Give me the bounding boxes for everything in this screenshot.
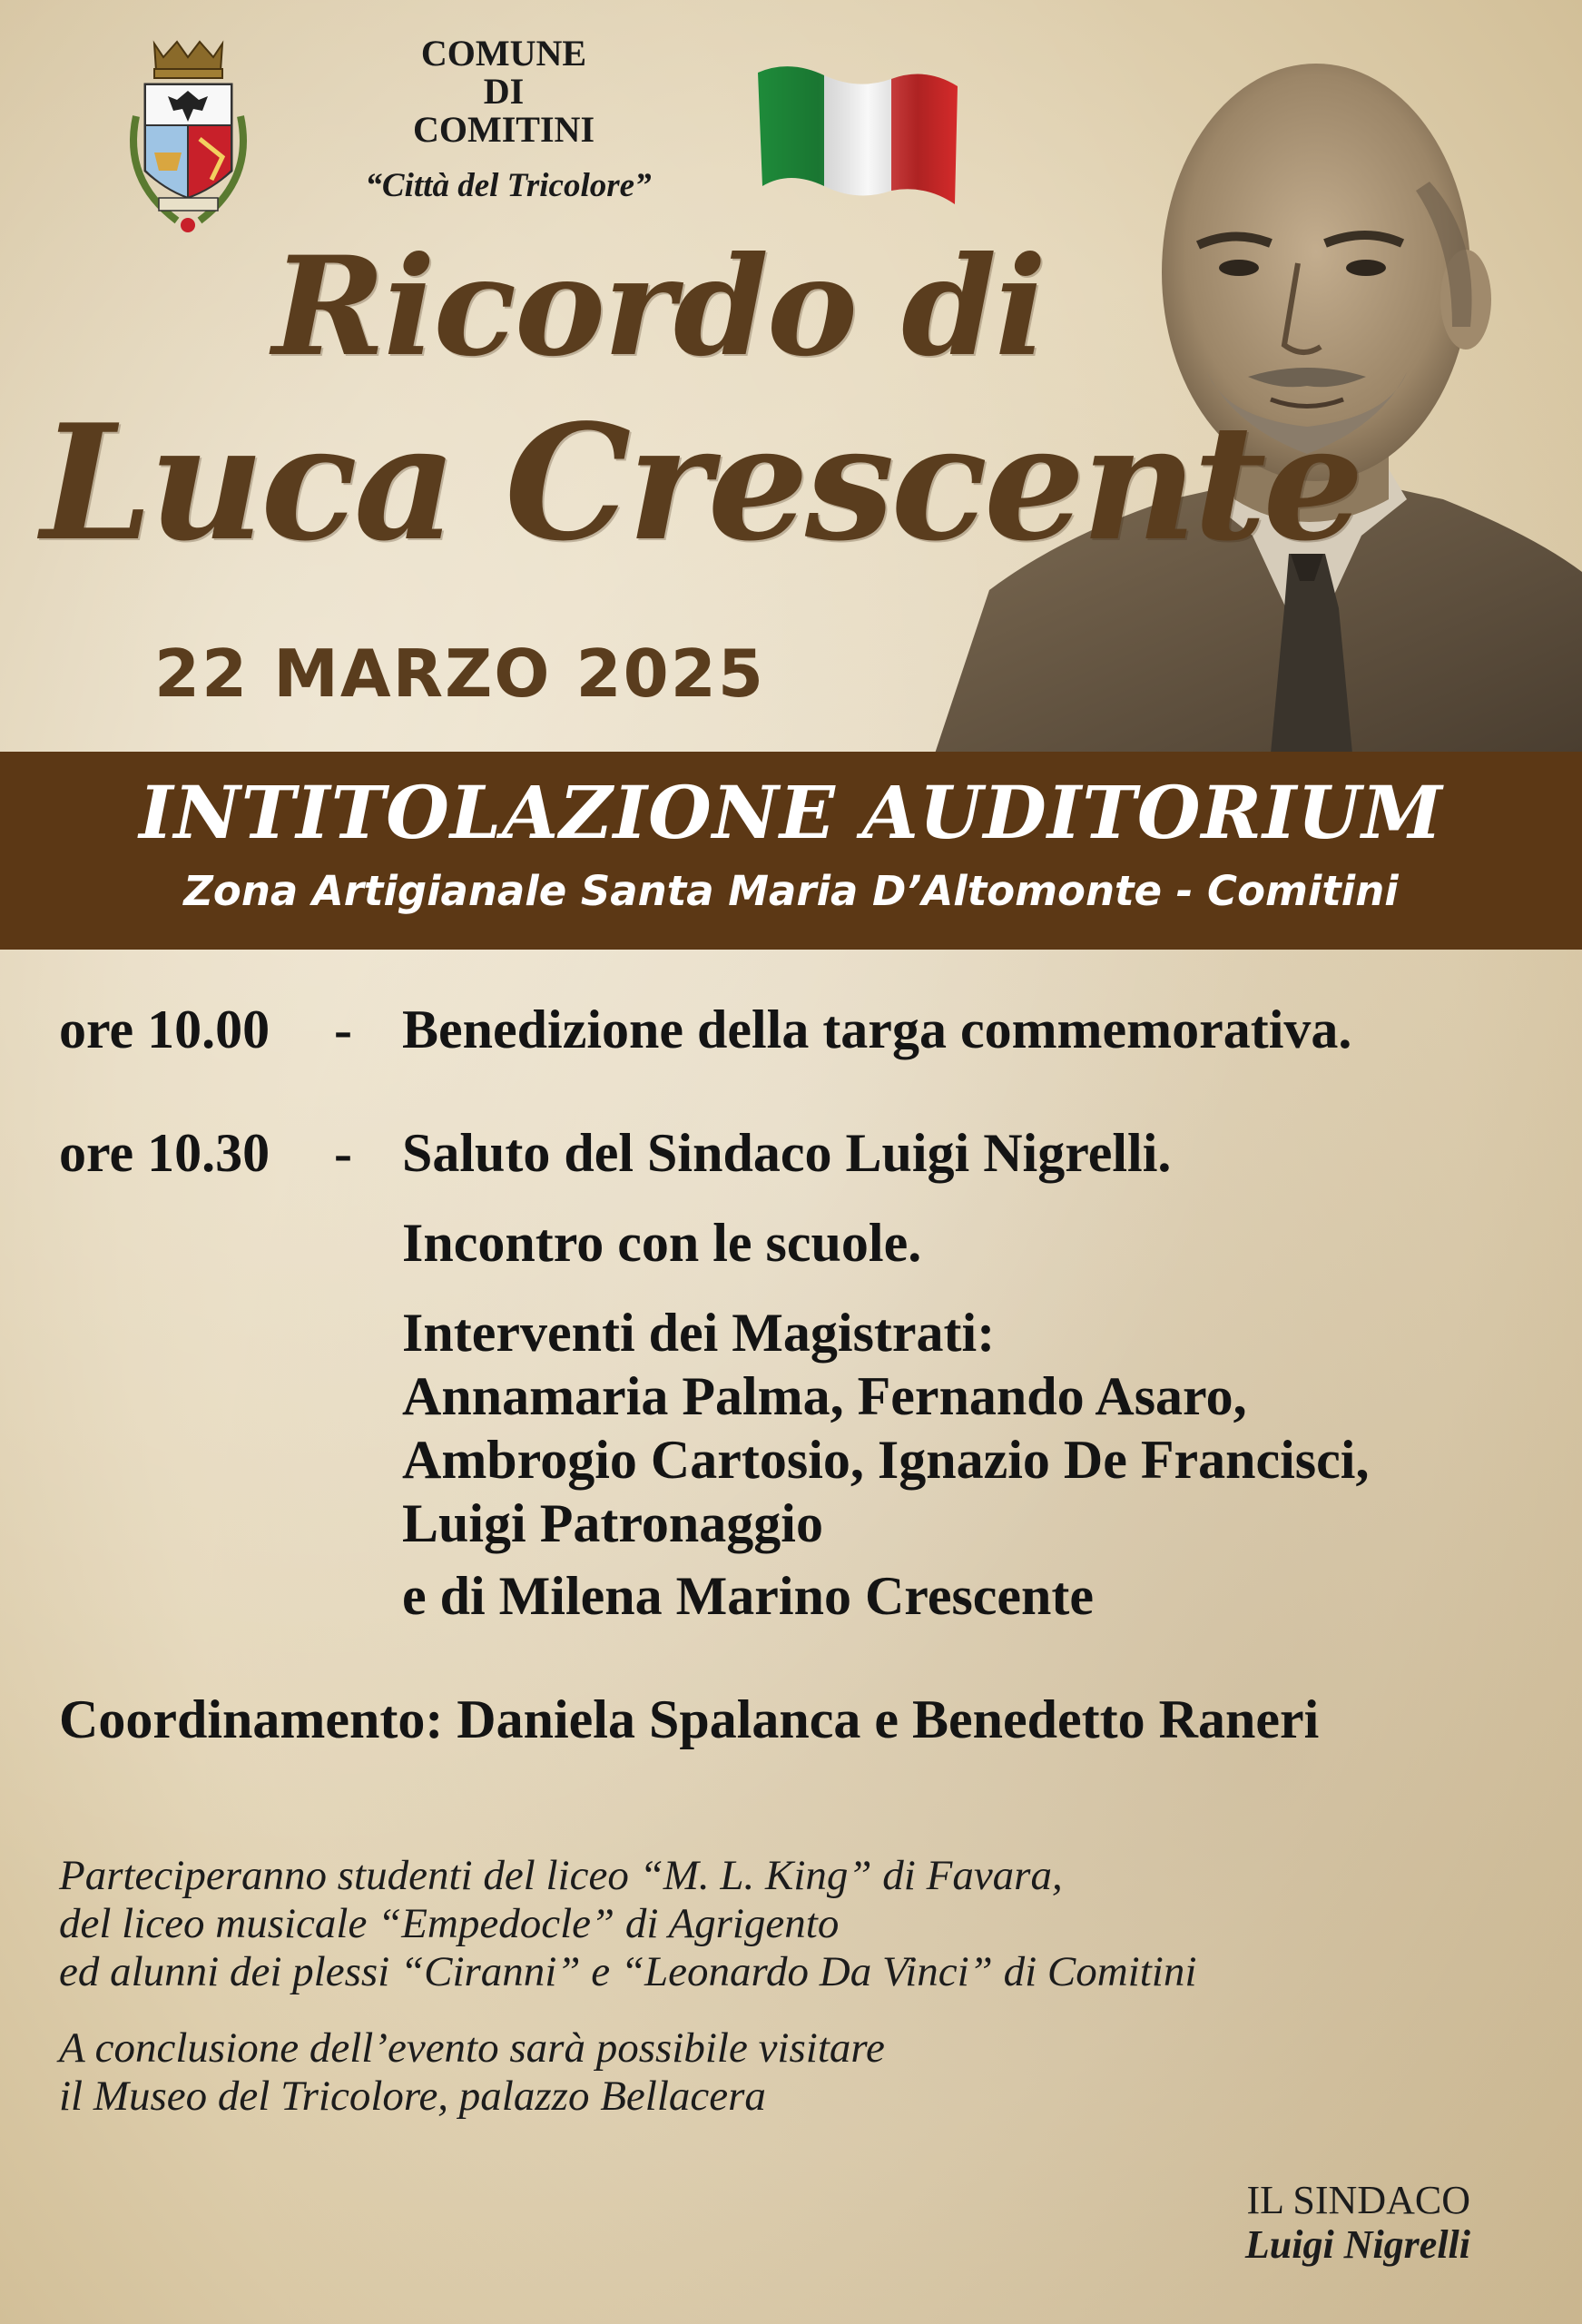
participants-line-2: del liceo musicale “Empedocle” di Agrigento	[59, 1900, 840, 1947]
city-motto: “Città del Tricolore”	[365, 167, 652, 204]
participants-line-1: Parteciperanno studenti del liceo “M. L. King” di Favara,	[59, 1852, 1063, 1899]
program-activity-2a: Saluto del Sindaco Luigi Nigrelli.	[402, 1123, 1172, 1183]
program-time-2: ore 10.30	[59, 1123, 270, 1183]
banner-subtitle: Zona Artigianale Santa Maria D’Altomonte - Comitini	[183, 867, 1399, 915]
coordination: Coordinamento: Daniela Spalanca e Benedetto Raneri	[59, 1689, 1320, 1749]
program-activity-2c: Interventi dei Magistrati:	[402, 1303, 996, 1363]
program-dash-1: -	[334, 1000, 352, 1059]
conclusion-line-2: il Museo del Tricolore, palazzo Bellacera	[59, 2073, 766, 2120]
coat-of-arms-icon	[113, 34, 263, 239]
comune-line-2: DI	[483, 71, 525, 112]
event-date: 22 MARZO 2025	[154, 635, 765, 712]
magistrates-line-1: Annamaria Palma, Fernando Asaro,	[402, 1366, 1247, 1426]
program-activity-2b: Incontro con le scuole.	[402, 1213, 922, 1273]
program-dash-2: -	[334, 1123, 352, 1183]
magistrates-line-2: Ambrogio Cartosio, Ignazio De Francisci,	[402, 1430, 1370, 1490]
program-time-1: ore 10.00	[59, 1000, 270, 1059]
title-name: Luca Crescente	[41, 390, 1361, 576]
conclusion-line-1: A conclusione dell’evento sarà possibile visitare	[59, 2024, 885, 2072]
signature-name: Luigi Nigrelli	[1244, 2222, 1470, 2267]
magistrates-line-3: Luigi Patronaggio	[402, 1493, 823, 1553]
magistrates-line-4: e di Milena Marino Crescente	[402, 1566, 1095, 1626]
italian-flag-icon	[753, 59, 962, 209]
banner-title: INTITOLAZIONE AUDITORIUM	[139, 770, 1443, 855]
title-ricordo: Ricordo di	[272, 227, 1046, 387]
comune-line-1: COMUNE	[420, 33, 587, 74]
signature-role: IL SINDACO	[1246, 2178, 1470, 2222]
participants-line-3: ed alunni dei plessi “Ciranni” e “Leonardo Da Vinci” di Comitini	[59, 1948, 1197, 1995]
comune-line-3: COMITINI	[412, 109, 595, 150]
program-activity-1: Benedizione della targa commemorativa.	[402, 1000, 1352, 1059]
